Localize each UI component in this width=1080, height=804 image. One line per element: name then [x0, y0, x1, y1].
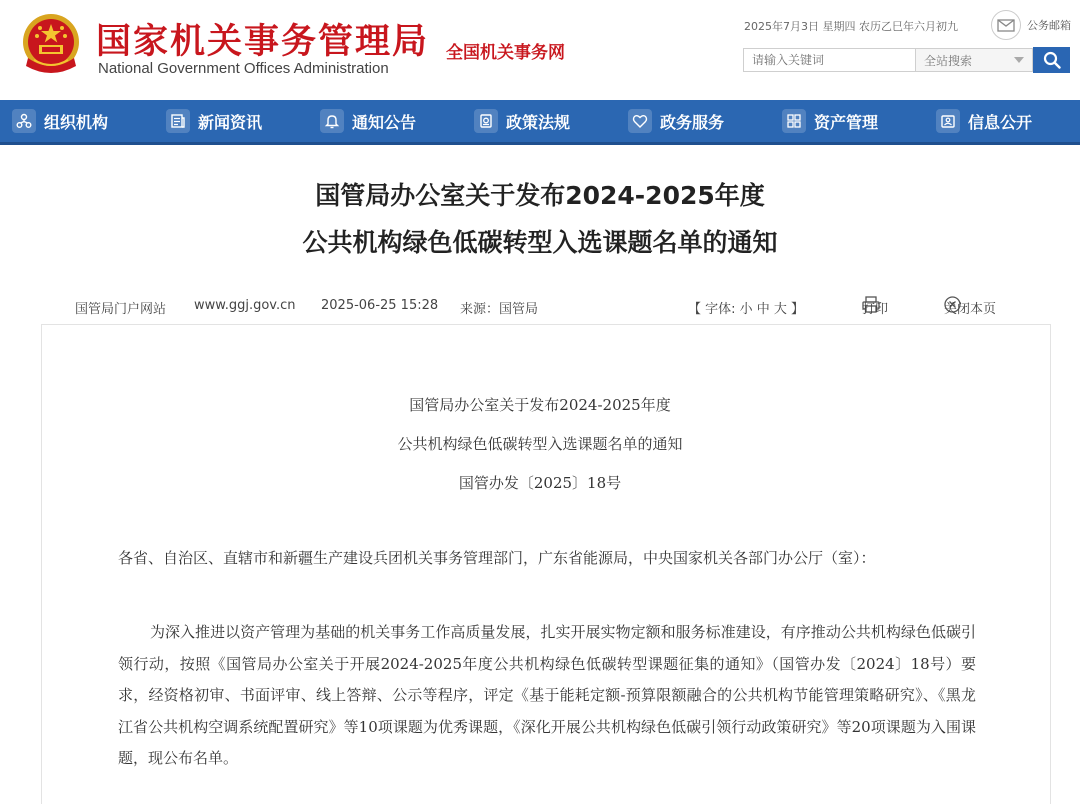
- nav-item-news[interactable]: [154, 100, 308, 142]
- nav-item-policy[interactable]: [462, 100, 616, 142]
- mail-label: 公务邮箱: [1027, 19, 1071, 32]
- nav-label: 资产管理: [814, 112, 879, 132]
- main-nav: [0, 100, 1080, 145]
- meta-datetime: 2025-06-25 15:28: [321, 298, 439, 313]
- service-icon: [628, 109, 652, 133]
- org-icon: [12, 109, 36, 133]
- print-label: 打印: [862, 302, 889, 317]
- site-header: [0, 0, 1080, 100]
- print-button[interactable]: [862, 296, 889, 317]
- site-subtitle[interactable]: 全国机关事务网: [446, 43, 565, 63]
- current-date: 2025年7月3日 星期四 农历乙巳年六月初九: [744, 20, 958, 33]
- meta-url: www.ggj.gov.cn: [194, 298, 296, 313]
- article-meta: [0, 296, 1080, 318]
- nav-item-assets[interactable]: [770, 100, 924, 142]
- nav-item-organization[interactable]: [0, 100, 154, 142]
- search-button[interactable]: [1033, 47, 1070, 73]
- nav-label: 信息公开: [968, 112, 1033, 132]
- search-scope-select[interactable]: [915, 48, 1033, 72]
- nav-item-notices[interactable]: [308, 100, 462, 142]
- article-title-line2: 公共机构绿色低碳转型入选课题名单的通知: [302, 228, 778, 257]
- doc-body-paragraph: 为深入推进以资产管理为基础的机关事务工作高质量发展，扎实开展实物定额和服务标准建设，有序推动公共机构绿色低碳引领行动，按照《国管局办公室关于开展2024-2025年度公共机构绿色低碳转型课题征集的通知》（国管办发〔2024〕18号）要求，经资格初审、书面评审、线上答辩、公示等程序，评定《基于能耗定额-预算限额融合的公共机构节能管理策略研究》、《黑龙江省公共机构空调系统配置研究》等10项课题为优秀课题，《深化开展公共机构绿色低碳引领行动政策研究》等20项课题为入围课题，现公布名单。: [118, 623, 976, 767]
- mail-link[interactable]: [991, 10, 1071, 40]
- doc-heading-line1: 国管局办公室关于发布2024-2025年度: [409, 396, 671, 414]
- site-title-english: National Government Offices Administration: [98, 60, 389, 77]
- font-size-selector[interactable]: 【 字体: 小 中 大 】: [688, 302, 805, 317]
- nav-label: 政务服务: [660, 112, 725, 132]
- chevron-down-icon: [1014, 57, 1024, 63]
- nav-label: 政策法规: [506, 112, 571, 132]
- search-input[interactable]: [743, 48, 915, 72]
- nav-label: 新闻资讯: [198, 112, 263, 132]
- meta-source: 来源：国管局: [460, 302, 539, 317]
- nav-label: 通知公告: [352, 112, 417, 132]
- policy-icon: [474, 109, 498, 133]
- doc-number: 国管办发〔2025〕18号: [458, 474, 622, 492]
- info-icon: [936, 109, 960, 133]
- search-icon: [1043, 51, 1061, 69]
- site-title[interactable]: 国家机关事务管理局: [96, 21, 430, 62]
- article-title: [0, 172, 1080, 266]
- nav-item-services[interactable]: [616, 100, 770, 142]
- search-scope-label: 全站搜索: [924, 53, 973, 68]
- doc-addressee: 各省、自治区、直辖市和新疆生产建设兵团机关事务管理部门，广东省能源局，中央国家机关各部门办公厅（室）：: [118, 549, 876, 567]
- national-emblem-icon[interactable]: [20, 12, 82, 78]
- close-page-button[interactable]: [944, 296, 997, 317]
- meta-site: 国管局门户网站: [75, 302, 167, 317]
- asset-icon: [782, 109, 806, 133]
- nav-label: 组织机构: [44, 112, 109, 132]
- nav-item-disclosure[interactable]: [924, 100, 1078, 142]
- close-label: 关闭本页: [944, 302, 997, 317]
- mail-icon: [991, 10, 1021, 40]
- article-title-line1: 国管局办公室关于发布2024-2025年度: [315, 181, 765, 210]
- bell-icon: [320, 109, 344, 133]
- doc-heading-line2: 公共机构绿色低碳转型入选课题名单的通知: [397, 435, 683, 453]
- news-icon: [166, 109, 190, 133]
